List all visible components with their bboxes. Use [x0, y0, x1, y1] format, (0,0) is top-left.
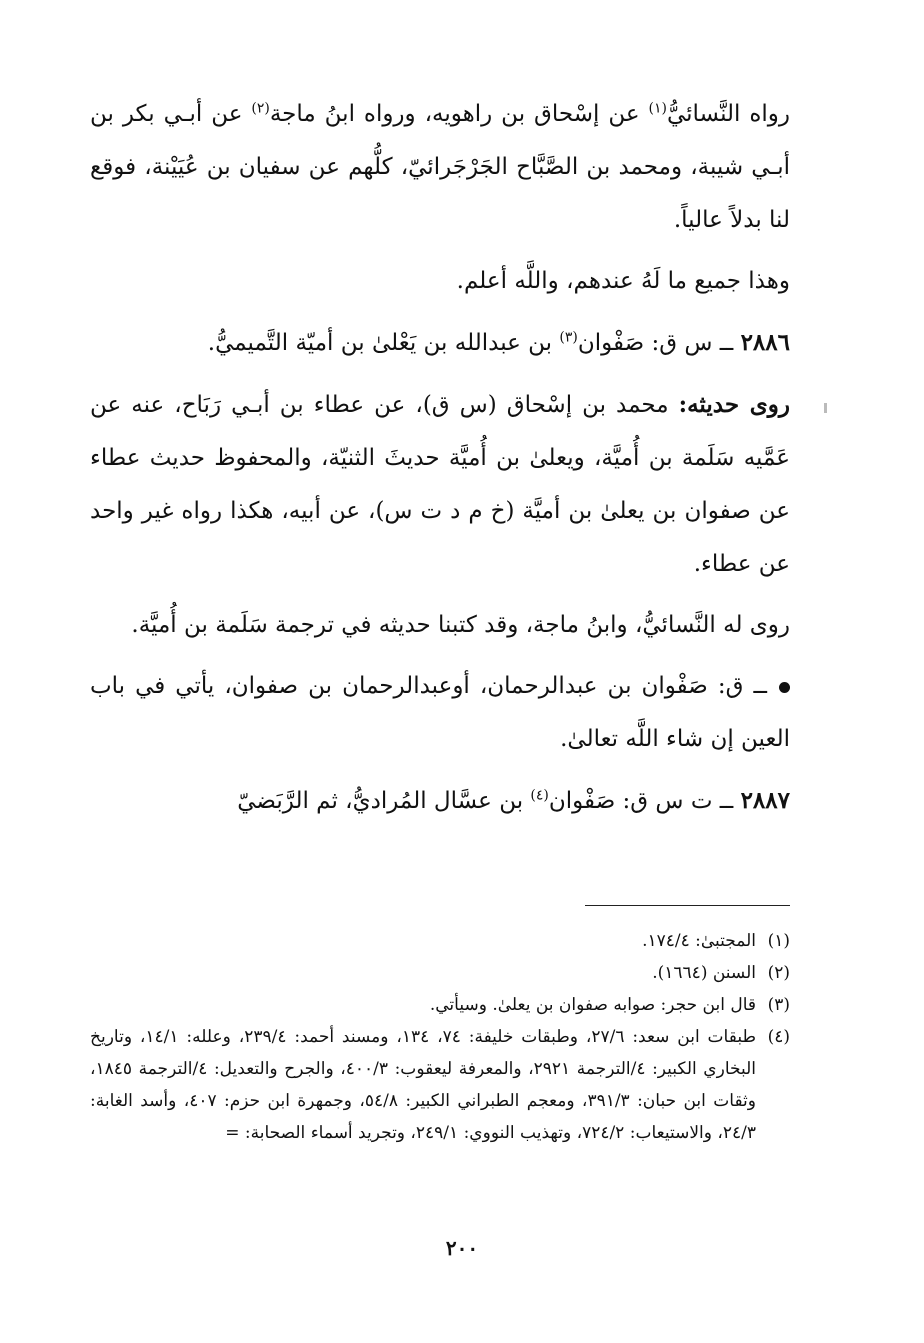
footnote-item [90, 957, 790, 989]
entry-2887-heading: ٢٨٨٧ ــ ت س ق: صَفْوان$^{(٤)}$ بن عسَّال المُراديُّ، ثم الرَّبَضيّ [237, 787, 790, 814]
footnote-ref-1[interactable]: (١) [648, 100, 667, 117]
footnote-text: طبقات ابن سعد: ٢٧/٦، وطبقات خليفة: ٧٤، ١٣٤، ومسند أحمد: ٢٣٩/٤، وعلله: ١٤/١، وتاريخ البخاري الكبير: ٤/الترجمة ٢٩٢١، والمعرفة ليعقوب: ٤٠٠/٣، والجرح والتعديل: ٤/الترجمة ١٨٤٥، وثقات ابن حبان: ٣٩١/٣، ومعجم الطبراني الكبير: ٥٤/٨، وجمهرة ابن حزم: ٤٠٧، وأسد الغابة: ٢٤/٣، والاستيعاب: ٧٢٤/٢، وتهذيب النووي: ٢٤٩/١، وتجريد أسماء الصحابة: = [90, 1027, 757, 1143]
footnote-text: المجتبىٰ: ١٧٤/٤. [642, 931, 756, 951]
bullet-icon [779, 682, 790, 693]
entry-number: ٢٨٨٦ [740, 329, 790, 356]
footnote-text: قال ابن حجر: صوابه صفوان بن يعلىٰ. وسيأتي. [429, 995, 756, 1015]
paragraph-narrated-by: روى له النَّسائيُّ، وابنُ ماجة، وقد كتبنا حديثه في ترجمة سَلَمة بن أُميَّة. [131, 612, 790, 638]
footnote-mark: (١) [767, 931, 790, 951]
footnote-item [90, 1021, 790, 1149]
footnote-mark: (٤) [767, 1027, 790, 1047]
footnote-mark: (٣) [767, 995, 790, 1015]
footnote-mark: (٢) [767, 963, 790, 983]
footnote-ref-2[interactable]: (٢) [251, 100, 270, 117]
paragraph-narrators: روى حديثه: محمد بن إسْحاق (س ق)، عن عطاء بن أبـي رَبَاح، عنه عن عَمَّيه سَلَمة بن أُميَّة، ويعلىٰ بن أُميَّة حديثَ الثنيّة، والمحفوظ حديث عطاء عن صفوان بن يعلىٰ بن أميَّة (خ م د ت س)، عن أبيه، هكذا رواه غير واحد عن عطاء. [90, 391, 790, 577]
scan-speck [824, 403, 827, 413]
footnote-divider [585, 905, 790, 906]
label-narrated: روى حديثه: [678, 391, 790, 418]
main-text [90, 88, 790, 828]
entry-number: ٢٨٨٧ [740, 787, 790, 814]
paragraph-narration: رواه النَّسائيُّ$^{(١)}$ عن إسْحاق بن راهويه، ورواه ابنُ ماجة$^{(٢)}$ عن أبـي بكر بن أبـي شيبة، ومحمد بن الصَّبَّاح الجَرْجَرائيّ، كلُّهم عن سفيان بن عُيَيْنة، فوقع لنا بدلاً عالياً. [90, 100, 790, 233]
footnote-ref-3[interactable]: (٣) [559, 329, 578, 346]
footnote-item [90, 989, 790, 1021]
entry-2886-heading: ٢٨٨٦ ــ س ق: صَفْوان$^{(٣)}$ بن عبدالله بن يَعْلىٰ بن أميّة التَّميميُّ. [207, 329, 790, 356]
footnote-text: السنن (١٦٦٤). [652, 963, 756, 983]
footnote-item [90, 925, 790, 957]
footnote-ref-4[interactable]: (٤) [530, 787, 549, 804]
paragraph-cross-reference: ــ ق: صَفْوان بن عبدالرحمان، أوعبدالرحمان بن صفوان، يأتي في باب العين إن شاء اللَّه تعالىٰ. [90, 673, 790, 752]
footnotes [90, 925, 790, 1149]
page-number: ٢٠٠ [445, 1236, 479, 1260]
paragraph-conclusion: وهذا جميع ما لَهُ عندهم، واللَّه أعلم. [456, 268, 790, 294]
